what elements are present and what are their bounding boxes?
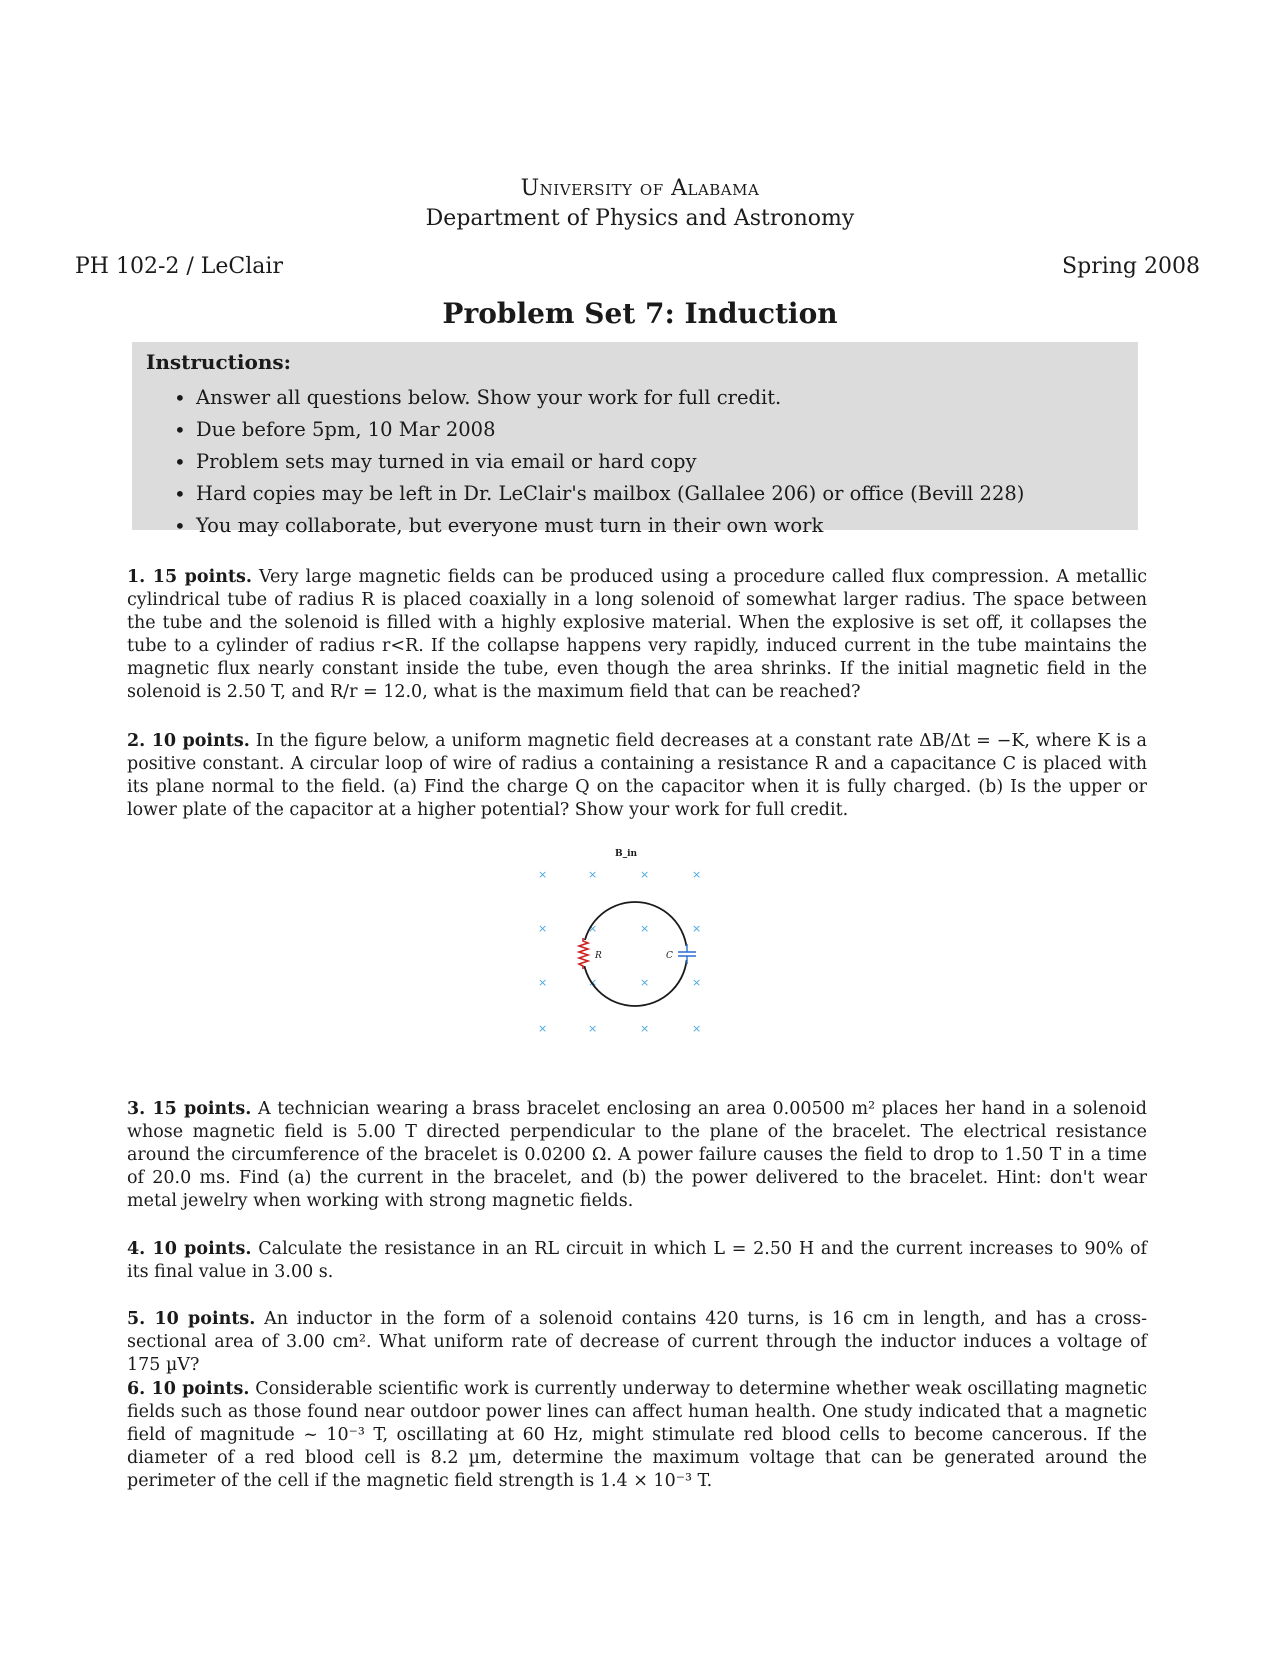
problem-text: A technician wearing a brass bracelet enclosing an area 0.00500 m² places her hand in a solenoid whose magnetic field is 5.00 T directed perpendicular to the plane of the bracelet. The electrical resistance around the circumference of the bracelet is 0.0200 Ω. A power failure causes the field to drop to 1.50 T in a time of 20.0 ms. Find (a) the current in the bracelet, and (b) the power delivered to the bracelet. Hint: don't wear metal jewelry when working with strong magnetic fields. (127, 1099, 1147, 1211)
problem-text: Very large magnetic fields can be produced using a procedure called flux compression. A metallic cylindrical tube of radius R is placed coaxially in a long solenoid of somewhat larger radius. The space between the tube and the solenoid is filled with a highly explosive material. When the explosive is set off, it collapses the tube to a cylinder of radius r<R. If the collapse happens very rapidly, induced current in the tube maintains the magnetic flux nearly constant inside the tube, even though the area shrinks. If the initial magnetic field in the solenoid is 2.50 T, and R/r = 12.0, what is the maximum field that can be reached? (127, 567, 1147, 702)
field-label: B_in (615, 849, 638, 859)
problem-1 (127, 566, 1147, 704)
x-mark: × (538, 922, 548, 935)
x-mark: × (538, 976, 548, 989)
x-mark: × (588, 868, 598, 881)
x-mark: × (640, 976, 650, 989)
x-mark: × (692, 976, 702, 989)
problem-number: 6. 10 points. (127, 1379, 250, 1399)
resistor-label: R (595, 951, 602, 961)
problem-6 (127, 1378, 1147, 1493)
department-name: Department of Physics and Astronomy (425, 206, 855, 231)
x-mark: × (692, 868, 702, 881)
x-mark: × (692, 922, 702, 935)
term-label: Spring 2008 (1062, 254, 1200, 279)
capacitor-label: C (666, 951, 673, 961)
circuit-diagram (530, 842, 730, 1042)
instructions-heading: Instructions: (146, 350, 292, 374)
instruction-item: • Answer all questions below. Show your work for full credit. (172, 382, 1024, 414)
instruction-item: • You may collaborate, but everyone must turn in their own work (172, 510, 1024, 542)
x-mark: × (692, 1022, 702, 1035)
problem-text: In the figure below, a uniform magnetic field decreases at a constant rate ΔB/Δt = −K, where K is a positive constant. A circular loop of wire of radius a containing a resistance R and a capacitance C is placed with its plane normal to the field. (a) Find the charge Q on the capacitor when it is fully charged. (b) Is the upper or lower plate of the capacitor at a higher potential? Show your work for full credit. (127, 731, 1147, 820)
problem-5 (127, 1308, 1147, 1377)
problem-text: Considerable scientific work is currently underway to determine whether weak oscillating magnetic fields such as those found near outdoor power lines can affect human health. One study indicated that a magnetic field of magnitude ~ 10⁻³ T, oscillating at 60 Hz, might stimulate red blood cells to become cancerous. If the diameter of a red blood cell is 8.2 µm, determine the maximum voltage that can be generated around the perimeter of the cell if the magnetic field strength is 1.4 × 10⁻³ T. (127, 1379, 1147, 1491)
x-mark: × (640, 1022, 650, 1035)
page-title: Problem Set 7: Induction (442, 297, 838, 330)
problem-number: 1. 15 points. (127, 567, 252, 587)
course-label: PH 102-2 / LeClair (75, 254, 283, 279)
problem-3 (127, 1098, 1147, 1213)
problem-number: 3. 15 points. (127, 1099, 252, 1119)
x-mark: × (640, 922, 650, 935)
x-mark: × (588, 976, 598, 989)
problem-text: Calculate the resistance in an RL circuit in which L = 2.50 H and the current increases to 90% of its final value in 3.00 s. (127, 1239, 1147, 1282)
instruction-item: • Hard copies may be left in Dr. LeClair's mailbox (Gallalee 206) or office (Bevill 228) (172, 478, 1024, 510)
field-x-marks (538, 868, 701, 1035)
problem-4 (127, 1238, 1147, 1284)
problem-number: 4. 10 points. (127, 1239, 252, 1259)
university-name: University of Alabama (520, 176, 760, 201)
x-mark: × (538, 1022, 548, 1035)
x-mark: × (588, 922, 598, 935)
instruction-item: • Due before 5pm, 10 Mar 2008 (172, 414, 1024, 446)
instructions-list (172, 382, 1024, 542)
x-mark: × (588, 1022, 598, 1035)
problem-number: 2. 10 points. (127, 731, 250, 751)
instruction-item: • Problem sets may turned in via email or hard copy (172, 446, 1024, 478)
x-mark: × (538, 868, 548, 881)
problem-text: An inductor in the form of a solenoid contains 420 turns, is 16 cm in length, and has a cross-sectional area of 3.00 cm². What uniform rate of decrease of current through the inductor induces a voltage of 175 µV? (127, 1309, 1147, 1375)
x-mark: × (640, 868, 650, 881)
problem-number: 5. 10 points. (127, 1309, 256, 1329)
problem-2 (127, 730, 1147, 822)
instructions-box (132, 342, 1138, 537)
